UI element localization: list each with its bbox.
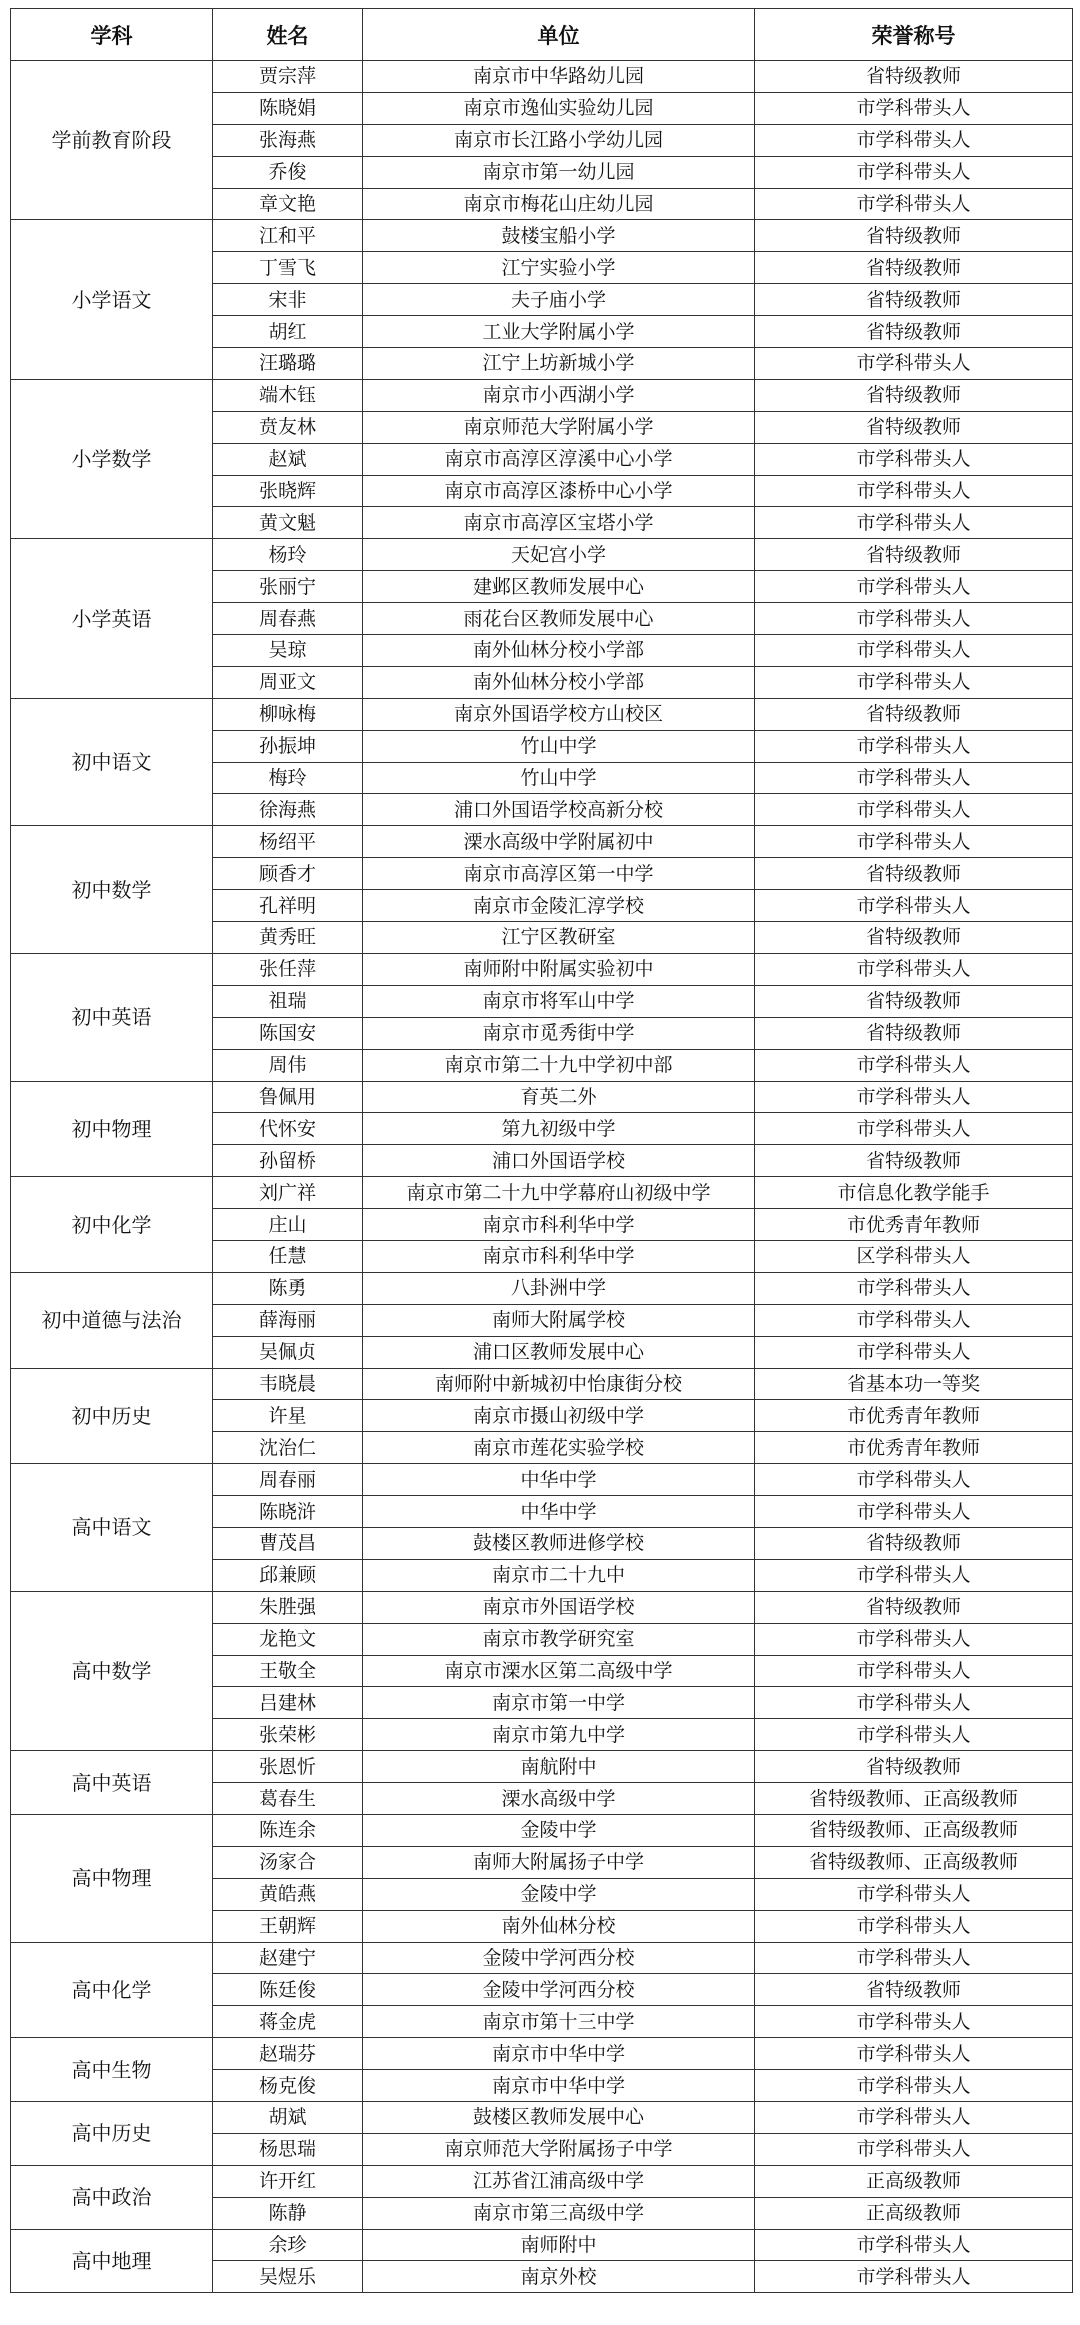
honor-title-cell: 市学科带头人 <box>755 188 1073 220</box>
teacher-name-cell: 宋非 <box>213 284 363 316</box>
unit-cell: 南京市第十三中学 <box>363 2006 755 2038</box>
teacher-name-cell: 葛春生 <box>213 1783 363 1815</box>
table-row <box>11 953 1073 985</box>
subject-cell: 初中历史 <box>11 1368 213 1464</box>
unit-cell: 雨花台区教师发展中心 <box>363 603 755 635</box>
unit-cell: 金陵中学河西分校 <box>363 1942 755 1974</box>
honor-title-cell: 市学科带头人 <box>755 507 1073 539</box>
honor-title-cell: 市学科带头人 <box>755 730 1073 762</box>
unit-cell: 南京市第一中学 <box>363 1687 755 1719</box>
teacher-name-cell: 陈国安 <box>213 1017 363 1049</box>
subject-cell: 高中数学 <box>11 1591 213 1750</box>
honor-title-cell: 市学科带头人 <box>755 1081 1073 1113</box>
teacher-name-cell: 贾宗萍 <box>213 61 363 93</box>
teacher-name-cell: 赵斌 <box>213 443 363 475</box>
unit-cell: 八卦洲中学 <box>363 1272 755 1304</box>
unit-cell: 浦口区教师发展中心 <box>363 1336 755 1368</box>
subject-cell: 初中英语 <box>11 953 213 1081</box>
table-row <box>11 2229 1073 2261</box>
teacher-name-cell: 张晓辉 <box>213 475 363 507</box>
subject-cell: 小学语文 <box>11 220 213 379</box>
unit-cell: 浦口外国语学校 <box>363 1145 755 1177</box>
unit-cell: 南京市莲花实验学校 <box>363 1432 755 1464</box>
honor-title-cell: 正高级教师 <box>755 2197 1073 2229</box>
teacher-name-cell: 韦晓晨 <box>213 1368 363 1400</box>
unit-cell: 南京市溧水区第二高级中学 <box>363 1655 755 1687</box>
honor-title-cell: 省特级教师 <box>755 539 1073 571</box>
honor-title-cell: 市学科带头人 <box>755 2229 1073 2261</box>
honor-title-cell: 市信息化教学能手 <box>755 1177 1073 1209</box>
teacher-name-cell: 胡斌 <box>213 2102 363 2134</box>
honor-title-cell: 市学科带头人 <box>755 890 1073 922</box>
teacher-name-cell: 龙艳文 <box>213 1623 363 1655</box>
teacher-name-cell: 乔俊 <box>213 156 363 188</box>
unit-cell: 南师大附属扬子中学 <box>363 1846 755 1878</box>
unit-cell: 南京市长江路小学幼儿园 <box>363 124 755 156</box>
honor-title-cell: 市学科带头人 <box>755 443 1073 475</box>
honor-title-cell: 市学科带头人 <box>755 92 1073 124</box>
unit-cell: 育英二外 <box>363 1081 755 1113</box>
teacher-name-cell: 庄山 <box>213 1209 363 1241</box>
honor-title-cell: 市学科带头人 <box>755 635 1073 667</box>
teacher-name-cell: 张荣彬 <box>213 1719 363 1751</box>
table-row <box>11 1272 1073 1304</box>
table-body <box>11 61 1073 2293</box>
unit-cell: 鼓楼区教师进修学校 <box>363 1527 755 1559</box>
unit-cell: 南京市将军山中学 <box>363 985 755 1017</box>
unit-cell: 南京市中华路幼儿园 <box>363 61 755 93</box>
unit-cell: 竹山中学 <box>363 762 755 794</box>
teacher-name-cell: 吴煜乐 <box>213 2261 363 2293</box>
unit-cell: 南京市中华中学 <box>363 2070 755 2102</box>
teacher-name-cell: 张海燕 <box>213 124 363 156</box>
table-row <box>11 826 1073 858</box>
unit-cell: 天妃宫小学 <box>363 539 755 571</box>
teacher-name-cell: 赵瑞芬 <box>213 2038 363 2070</box>
subject-cell: 初中道德与法治 <box>11 1272 213 1368</box>
unit-cell: 金陵中学 <box>363 1814 755 1846</box>
teacher-name-cell: 杨克俊 <box>213 2070 363 2102</box>
table-row <box>11 379 1073 411</box>
teacher-name-cell: 陈晓娟 <box>213 92 363 124</box>
unit-cell: 南京市中华中学 <box>363 2038 755 2070</box>
unit-cell: 南京市逸仙实验幼儿园 <box>363 92 755 124</box>
subject-cell: 高中历史 <box>11 2102 213 2166</box>
teacher-name-cell: 张恩忻 <box>213 1751 363 1783</box>
unit-cell: 南师附中新城初中怡康街分校 <box>363 1368 755 1400</box>
honor-title-cell: 省特级教师 <box>755 379 1073 411</box>
unit-cell: 第九初级中学 <box>363 1113 755 1145</box>
honor-title-cell: 省特级教师、正高级教师 <box>755 1783 1073 1815</box>
unit-cell: 南京市第二十九中学初中部 <box>363 1049 755 1081</box>
unit-cell: 南京市金陵汇淳学校 <box>363 890 755 922</box>
unit-cell: 金陵中学河西分校 <box>363 1974 755 2006</box>
header-unit: 单位 <box>363 9 755 61</box>
header-row <box>11 9 1073 61</box>
teacher-name-cell: 梅玲 <box>213 762 363 794</box>
subject-cell: 高中英语 <box>11 1751 213 1815</box>
honor-title-cell: 市学科带头人 <box>755 1113 1073 1145</box>
unit-cell: 南京市第九中学 <box>363 1719 755 1751</box>
unit-cell: 江宁上坊新城小学 <box>363 348 755 380</box>
teacher-name-cell: 邱兼顾 <box>213 1559 363 1591</box>
teacher-name-cell: 薛海丽 <box>213 1304 363 1336</box>
honor-title-cell: 市学科带头人 <box>755 1719 1073 1751</box>
unit-cell: 夫子庙小学 <box>363 284 755 316</box>
unit-cell: 江宁实验小学 <box>363 252 755 284</box>
table-row <box>11 2165 1073 2197</box>
unit-cell: 南京市摄山初级中学 <box>363 1400 755 1432</box>
honor-title-cell: 省特级教师、正高级教师 <box>755 1814 1073 1846</box>
honor-title-cell: 市学科带头人 <box>755 1559 1073 1591</box>
honor-title-cell: 市学科带头人 <box>755 156 1073 188</box>
teacher-name-cell: 周春燕 <box>213 603 363 635</box>
honor-title-cell: 区学科带头人 <box>755 1240 1073 1272</box>
honor-title-cell: 市学科带头人 <box>755 1304 1073 1336</box>
unit-cell: 浦口外国语学校高新分校 <box>363 794 755 826</box>
teacher-name-cell: 赵建宁 <box>213 1942 363 1974</box>
unit-cell: 南京市二十九中 <box>363 1559 755 1591</box>
unit-cell: 南京市小西湖小学 <box>363 379 755 411</box>
table-row <box>11 1368 1073 1400</box>
unit-cell: 南航附中 <box>363 1751 755 1783</box>
honor-title-cell: 市学科带头人 <box>755 2006 1073 2038</box>
subject-cell: 高中地理 <box>11 2229 213 2293</box>
honor-title-cell: 市学科带头人 <box>755 1496 1073 1528</box>
teacher-name-cell: 杨绍平 <box>213 826 363 858</box>
honor-title-cell: 市学科带头人 <box>755 1272 1073 1304</box>
unit-cell: 中华中学 <box>363 1464 755 1496</box>
teacher-name-cell: 杨思瑞 <box>213 2133 363 2165</box>
unit-cell: 南京市科利华中学 <box>363 1240 755 1272</box>
honor-title-cell: 市学科带头人 <box>755 826 1073 858</box>
teacher-name-cell: 余珍 <box>213 2229 363 2261</box>
unit-cell: 南外仙林分校 <box>363 1910 755 1942</box>
teacher-name-cell: 任慧 <box>213 1240 363 1272</box>
teacher-name-cell: 黄皓燕 <box>213 1878 363 1910</box>
teacher-name-cell: 陈连余 <box>213 1814 363 1846</box>
teacher-name-cell: 孔祥明 <box>213 890 363 922</box>
subject-cell: 高中政治 <box>11 2165 213 2229</box>
unit-cell: 南京外国语学校方山校区 <box>363 698 755 730</box>
subject-cell: 学前教育阶段 <box>11 61 213 220</box>
table-row <box>11 2038 1073 2070</box>
table-row <box>11 1081 1073 1113</box>
subject-cell: 初中语文 <box>11 698 213 826</box>
unit-cell: 南京市第二十九中学幕府山初级中学 <box>363 1177 755 1209</box>
teacher-name-cell: 孙留桥 <box>213 1145 363 1177</box>
honor-title-cell: 市优秀青年教师 <box>755 1432 1073 1464</box>
unit-cell: 南京师范大学附属扬子中学 <box>363 2133 755 2165</box>
honor-title-cell: 省特级教师 <box>755 1591 1073 1623</box>
honor-title-cell: 市学科带头人 <box>755 2102 1073 2134</box>
unit-cell: 溧水高级中学附属初中 <box>363 826 755 858</box>
teacher-name-cell: 端木钰 <box>213 379 363 411</box>
header-name: 姓名 <box>213 9 363 61</box>
teacher-name-cell: 许星 <box>213 1400 363 1432</box>
teacher-name-cell: 吴琼 <box>213 635 363 667</box>
honor-title-cell: 市学科带头人 <box>755 571 1073 603</box>
subject-cell: 高中生物 <box>11 2038 213 2102</box>
honor-title-cell: 市优秀青年教师 <box>755 1400 1073 1432</box>
unit-cell: 南外仙林分校小学部 <box>363 666 755 698</box>
honor-title-cell: 省特级教师 <box>755 61 1073 93</box>
honor-title-cell: 省特级教师 <box>755 1751 1073 1783</box>
honor-title-cell: 市学科带头人 <box>755 2070 1073 2102</box>
header-honor-title: 荣誉称号 <box>755 9 1073 61</box>
table-row <box>11 1591 1073 1623</box>
unit-cell: 南京市高淳区第一中学 <box>363 858 755 890</box>
teacher-name-cell: 汪璐璐 <box>213 348 363 380</box>
teacher-honor-table <box>10 8 1073 2293</box>
table-row <box>11 220 1073 252</box>
unit-cell: 南京市高淳区淳溪中心小学 <box>363 443 755 475</box>
teacher-name-cell: 吴佩贞 <box>213 1336 363 1368</box>
subject-cell: 高中语文 <box>11 1464 213 1592</box>
teacher-name-cell: 周春丽 <box>213 1464 363 1496</box>
teacher-name-cell: 张任萍 <box>213 953 363 985</box>
unit-cell: 南京市第三高级中学 <box>363 2197 755 2229</box>
table-row <box>11 61 1073 93</box>
unit-cell: 溧水高级中学 <box>363 1783 755 1815</box>
teacher-name-cell: 丁雪飞 <box>213 252 363 284</box>
teacher-name-cell: 陈静 <box>213 2197 363 2229</box>
table-row <box>11 539 1073 571</box>
teacher-name-cell: 陈廷俊 <box>213 1974 363 2006</box>
honor-title-cell: 市学科带头人 <box>755 1336 1073 1368</box>
teacher-name-cell: 柳咏梅 <box>213 698 363 730</box>
honor-title-cell: 市学科带头人 <box>755 2261 1073 2293</box>
honor-title-cell: 市学科带头人 <box>755 603 1073 635</box>
table-row <box>11 1814 1073 1846</box>
unit-cell: 中华中学 <box>363 1496 755 1528</box>
unit-cell: 南师附中附属实验初中 <box>363 953 755 985</box>
unit-cell: 南京市外国语学校 <box>363 1591 755 1623</box>
honor-title-cell: 正高级教师 <box>755 2165 1073 2197</box>
unit-cell: 工业大学附属小学 <box>363 316 755 348</box>
subject-cell: 初中化学 <box>11 1177 213 1273</box>
honor-title-cell: 省特级教师 <box>755 985 1073 1017</box>
teacher-name-cell: 贲友林 <box>213 411 363 443</box>
teacher-name-cell: 孙振坤 <box>213 730 363 762</box>
teacher-name-cell: 刘广祥 <box>213 1177 363 1209</box>
honor-title-cell: 省特级教师、正高级教师 <box>755 1846 1073 1878</box>
teacher-name-cell: 汤家合 <box>213 1846 363 1878</box>
subject-cell: 高中物理 <box>11 1814 213 1942</box>
honor-title-cell: 市学科带头人 <box>755 1464 1073 1496</box>
subject-cell: 高中化学 <box>11 1942 213 2038</box>
honor-title-cell: 市学科带头人 <box>755 953 1073 985</box>
unit-cell: 江宁区教研室 <box>363 922 755 954</box>
table-row <box>11 1751 1073 1783</box>
teacher-name-cell: 黄文魁 <box>213 507 363 539</box>
honor-title-cell: 市学科带头人 <box>755 475 1073 507</box>
teacher-name-cell: 黄秀旺 <box>213 922 363 954</box>
honor-title-cell: 省特级教师 <box>755 220 1073 252</box>
honor-title-cell: 省特级教师 <box>755 1145 1073 1177</box>
table-row <box>11 1464 1073 1496</box>
honor-title-cell: 市学科带头人 <box>755 1687 1073 1719</box>
unit-cell: 南京外校 <box>363 2261 755 2293</box>
honor-title-cell: 市学科带头人 <box>755 1878 1073 1910</box>
honor-title-cell: 省特级教师 <box>755 922 1073 954</box>
teacher-name-cell: 江和平 <box>213 220 363 252</box>
teacher-name-cell: 王敬全 <box>213 1655 363 1687</box>
honor-title-cell: 市学科带头人 <box>755 1623 1073 1655</box>
teacher-name-cell: 吕建林 <box>213 1687 363 1719</box>
honor-title-cell: 市学科带头人 <box>755 124 1073 156</box>
unit-cell: 江苏省江浦高级中学 <box>363 2165 755 2197</box>
unit-cell: 南师大附属学校 <box>363 1304 755 1336</box>
honor-title-cell: 市学科带头人 <box>755 794 1073 826</box>
honor-title-cell: 省特级教师 <box>755 858 1073 890</box>
subject-cell: 小学英语 <box>11 539 213 698</box>
table-row <box>11 1177 1073 1209</box>
unit-cell: 南京市第一幼儿园 <box>363 156 755 188</box>
unit-cell: 建邺区教师发展中心 <box>363 571 755 603</box>
teacher-name-cell: 许开红 <box>213 2165 363 2197</box>
honor-title-cell: 市学科带头人 <box>755 1910 1073 1942</box>
unit-cell: 南京市梅花山庄幼儿园 <box>363 188 755 220</box>
honor-title-cell: 省特级教师 <box>755 698 1073 730</box>
subject-cell: 初中数学 <box>11 826 213 954</box>
unit-cell: 南外仙林分校小学部 <box>363 635 755 667</box>
unit-cell: 南京市高淳区漆桥中心小学 <box>363 475 755 507</box>
teacher-name-cell: 陈勇 <box>213 1272 363 1304</box>
unit-cell: 南京师范大学附属小学 <box>363 411 755 443</box>
teacher-name-cell: 张丽宁 <box>213 571 363 603</box>
table-row <box>11 2102 1073 2134</box>
teacher-name-cell: 代怀安 <box>213 1113 363 1145</box>
teacher-name-cell: 蒋金虎 <box>213 2006 363 2038</box>
unit-cell: 南京市高淳区宝塔小学 <box>363 507 755 539</box>
teacher-name-cell: 胡红 <box>213 316 363 348</box>
teacher-name-cell: 周亚文 <box>213 666 363 698</box>
unit-cell: 南京市觅秀街中学 <box>363 1017 755 1049</box>
header-subject: 学科 <box>11 9 213 61</box>
honor-title-cell: 市学科带头人 <box>755 666 1073 698</box>
honor-title-cell: 市学科带头人 <box>755 762 1073 794</box>
honor-title-cell: 市学科带头人 <box>755 2038 1073 2070</box>
honor-title-cell: 省特级教师 <box>755 316 1073 348</box>
honor-title-cell: 市学科带头人 <box>755 1942 1073 1974</box>
honor-title-cell: 市学科带头人 <box>755 1049 1073 1081</box>
teacher-name-cell: 朱胜强 <box>213 1591 363 1623</box>
unit-cell: 南京市科利华中学 <box>363 1209 755 1241</box>
subject-cell: 初中物理 <box>11 1081 213 1177</box>
unit-cell: 南师附中 <box>363 2229 755 2261</box>
honor-title-cell: 省特级教师 <box>755 1974 1073 2006</box>
teacher-name-cell: 沈治仁 <box>213 1432 363 1464</box>
teacher-name-cell: 王朝辉 <box>213 1910 363 1942</box>
unit-cell: 竹山中学 <box>363 730 755 762</box>
honor-title-cell: 市学科带头人 <box>755 2133 1073 2165</box>
teacher-name-cell: 曹茂昌 <box>213 1527 363 1559</box>
unit-cell: 鼓楼区教师发展中心 <box>363 2102 755 2134</box>
honor-title-cell: 省基本功一等奖 <box>755 1368 1073 1400</box>
honor-title-cell: 省特级教师 <box>755 1527 1073 1559</box>
unit-cell: 南京市教学研究室 <box>363 1623 755 1655</box>
teacher-name-cell: 周伟 <box>213 1049 363 1081</box>
teacher-name-cell: 鲁佩用 <box>213 1081 363 1113</box>
teacher-name-cell: 陈晓浒 <box>213 1496 363 1528</box>
unit-cell: 金陵中学 <box>363 1878 755 1910</box>
honor-title-cell: 市学科带头人 <box>755 348 1073 380</box>
teacher-name-cell: 祖瑞 <box>213 985 363 1017</box>
teacher-name-cell: 徐海燕 <box>213 794 363 826</box>
honor-title-cell: 市学科带头人 <box>755 1655 1073 1687</box>
unit-cell: 鼓楼宝船小学 <box>363 220 755 252</box>
table-row <box>11 698 1073 730</box>
honor-title-cell: 省特级教师 <box>755 252 1073 284</box>
honor-title-cell: 市优秀青年教师 <box>755 1209 1073 1241</box>
teacher-name-cell: 杨玲 <box>213 539 363 571</box>
honor-title-cell: 省特级教师 <box>755 1017 1073 1049</box>
teacher-name-cell: 章文艳 <box>213 188 363 220</box>
honor-title-cell: 省特级教师 <box>755 411 1073 443</box>
honor-title-cell: 省特级教师 <box>755 284 1073 316</box>
teacher-table-container <box>10 8 1073 2293</box>
teacher-name-cell: 顾香才 <box>213 858 363 890</box>
table-row <box>11 1942 1073 1974</box>
subject-cell: 小学数学 <box>11 379 213 538</box>
